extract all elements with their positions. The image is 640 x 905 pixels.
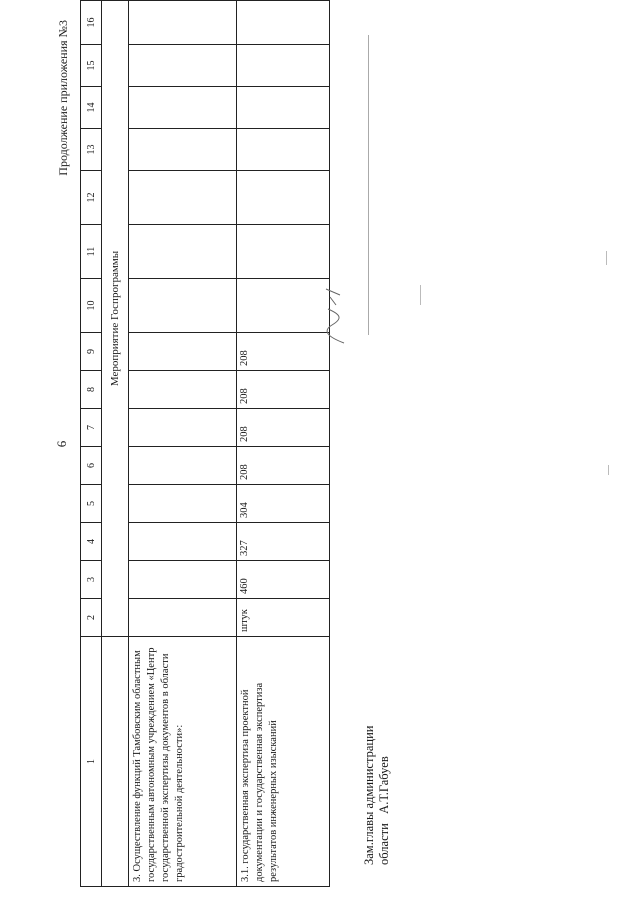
row-value <box>237 171 330 225</box>
column-number: 5 <box>81 485 102 523</box>
signature-block <box>362 726 392 865</box>
row-value <box>237 45 330 87</box>
row-value: 208 <box>237 447 330 485</box>
column-number: 1 <box>81 637 102 887</box>
row-value: 304 <box>237 485 330 523</box>
row-value <box>237 129 330 171</box>
section-heading: Мероприятие Госпрограммы <box>102 1 129 637</box>
scan-mark <box>420 285 421 305</box>
row-value <box>237 1 330 45</box>
row-value <box>129 129 237 171</box>
row-value <box>129 561 237 599</box>
row-description: 3. Осуществление функций Тамбовским областным государственным автономным учреждением «Центр государственной экспертизы документов в области градостроительной деятельности»: <box>129 637 237 887</box>
column-number-row <box>81 1 102 887</box>
column-number: 16 <box>81 1 102 45</box>
table-row <box>129 1 237 887</box>
row-value <box>129 371 237 409</box>
signature-name: А.Т.Габуев <box>377 756 391 814</box>
row-value <box>129 523 237 561</box>
row-value: 208 <box>237 409 330 447</box>
row-value <box>129 333 237 371</box>
row-value <box>129 409 237 447</box>
row-value <box>129 45 237 87</box>
row-value <box>237 279 330 333</box>
row-value <box>129 87 237 129</box>
row-value <box>129 225 237 279</box>
section-heading-row <box>102 1 129 887</box>
row-value: 327 <box>237 523 330 561</box>
column-number: 12 <box>81 171 102 225</box>
column-number: 9 <box>81 333 102 371</box>
row-value <box>237 225 330 279</box>
row-value: 208 <box>237 333 330 371</box>
column-number: 6 <box>81 447 102 485</box>
column-number: 3 <box>81 561 102 599</box>
row-value <box>129 485 237 523</box>
scan-mark <box>606 251 607 265</box>
column-number: 14 <box>81 87 102 129</box>
page-number: 6 <box>54 440 69 448</box>
row-unit: штук <box>237 599 330 637</box>
row-value <box>129 447 237 485</box>
column-number: 15 <box>81 45 102 87</box>
row-value <box>237 87 330 129</box>
column-number: 10 <box>81 279 102 333</box>
row-value: 460 <box>237 561 330 599</box>
row-value <box>129 279 237 333</box>
row-description: 3.1. государственная экспертиза проектной документации и государственная экспертиза результатов инженерных изысканий <box>237 637 330 887</box>
continuation-label: Продолжение приложения №3 <box>56 20 70 176</box>
column-number: 11 <box>81 225 102 279</box>
signature-title: Зам.главы администрации <box>362 725 376 865</box>
row-value <box>129 1 237 45</box>
column-number: 8 <box>81 371 102 409</box>
row-value: 208 <box>237 371 330 409</box>
column-number: 4 <box>81 523 102 561</box>
row-unit <box>129 599 237 637</box>
column-number: 2 <box>81 599 102 637</box>
table-row <box>237 1 330 887</box>
column-number: 13 <box>81 129 102 171</box>
row-value <box>129 171 237 225</box>
signature-rule <box>368 35 369 335</box>
data-table <box>80 0 330 887</box>
scan-mark <box>608 465 609 475</box>
signature-scribble <box>318 285 348 345</box>
column-number: 7 <box>81 409 102 447</box>
signature-title-line2: области А.Т.Габуев <box>377 756 391 865</box>
